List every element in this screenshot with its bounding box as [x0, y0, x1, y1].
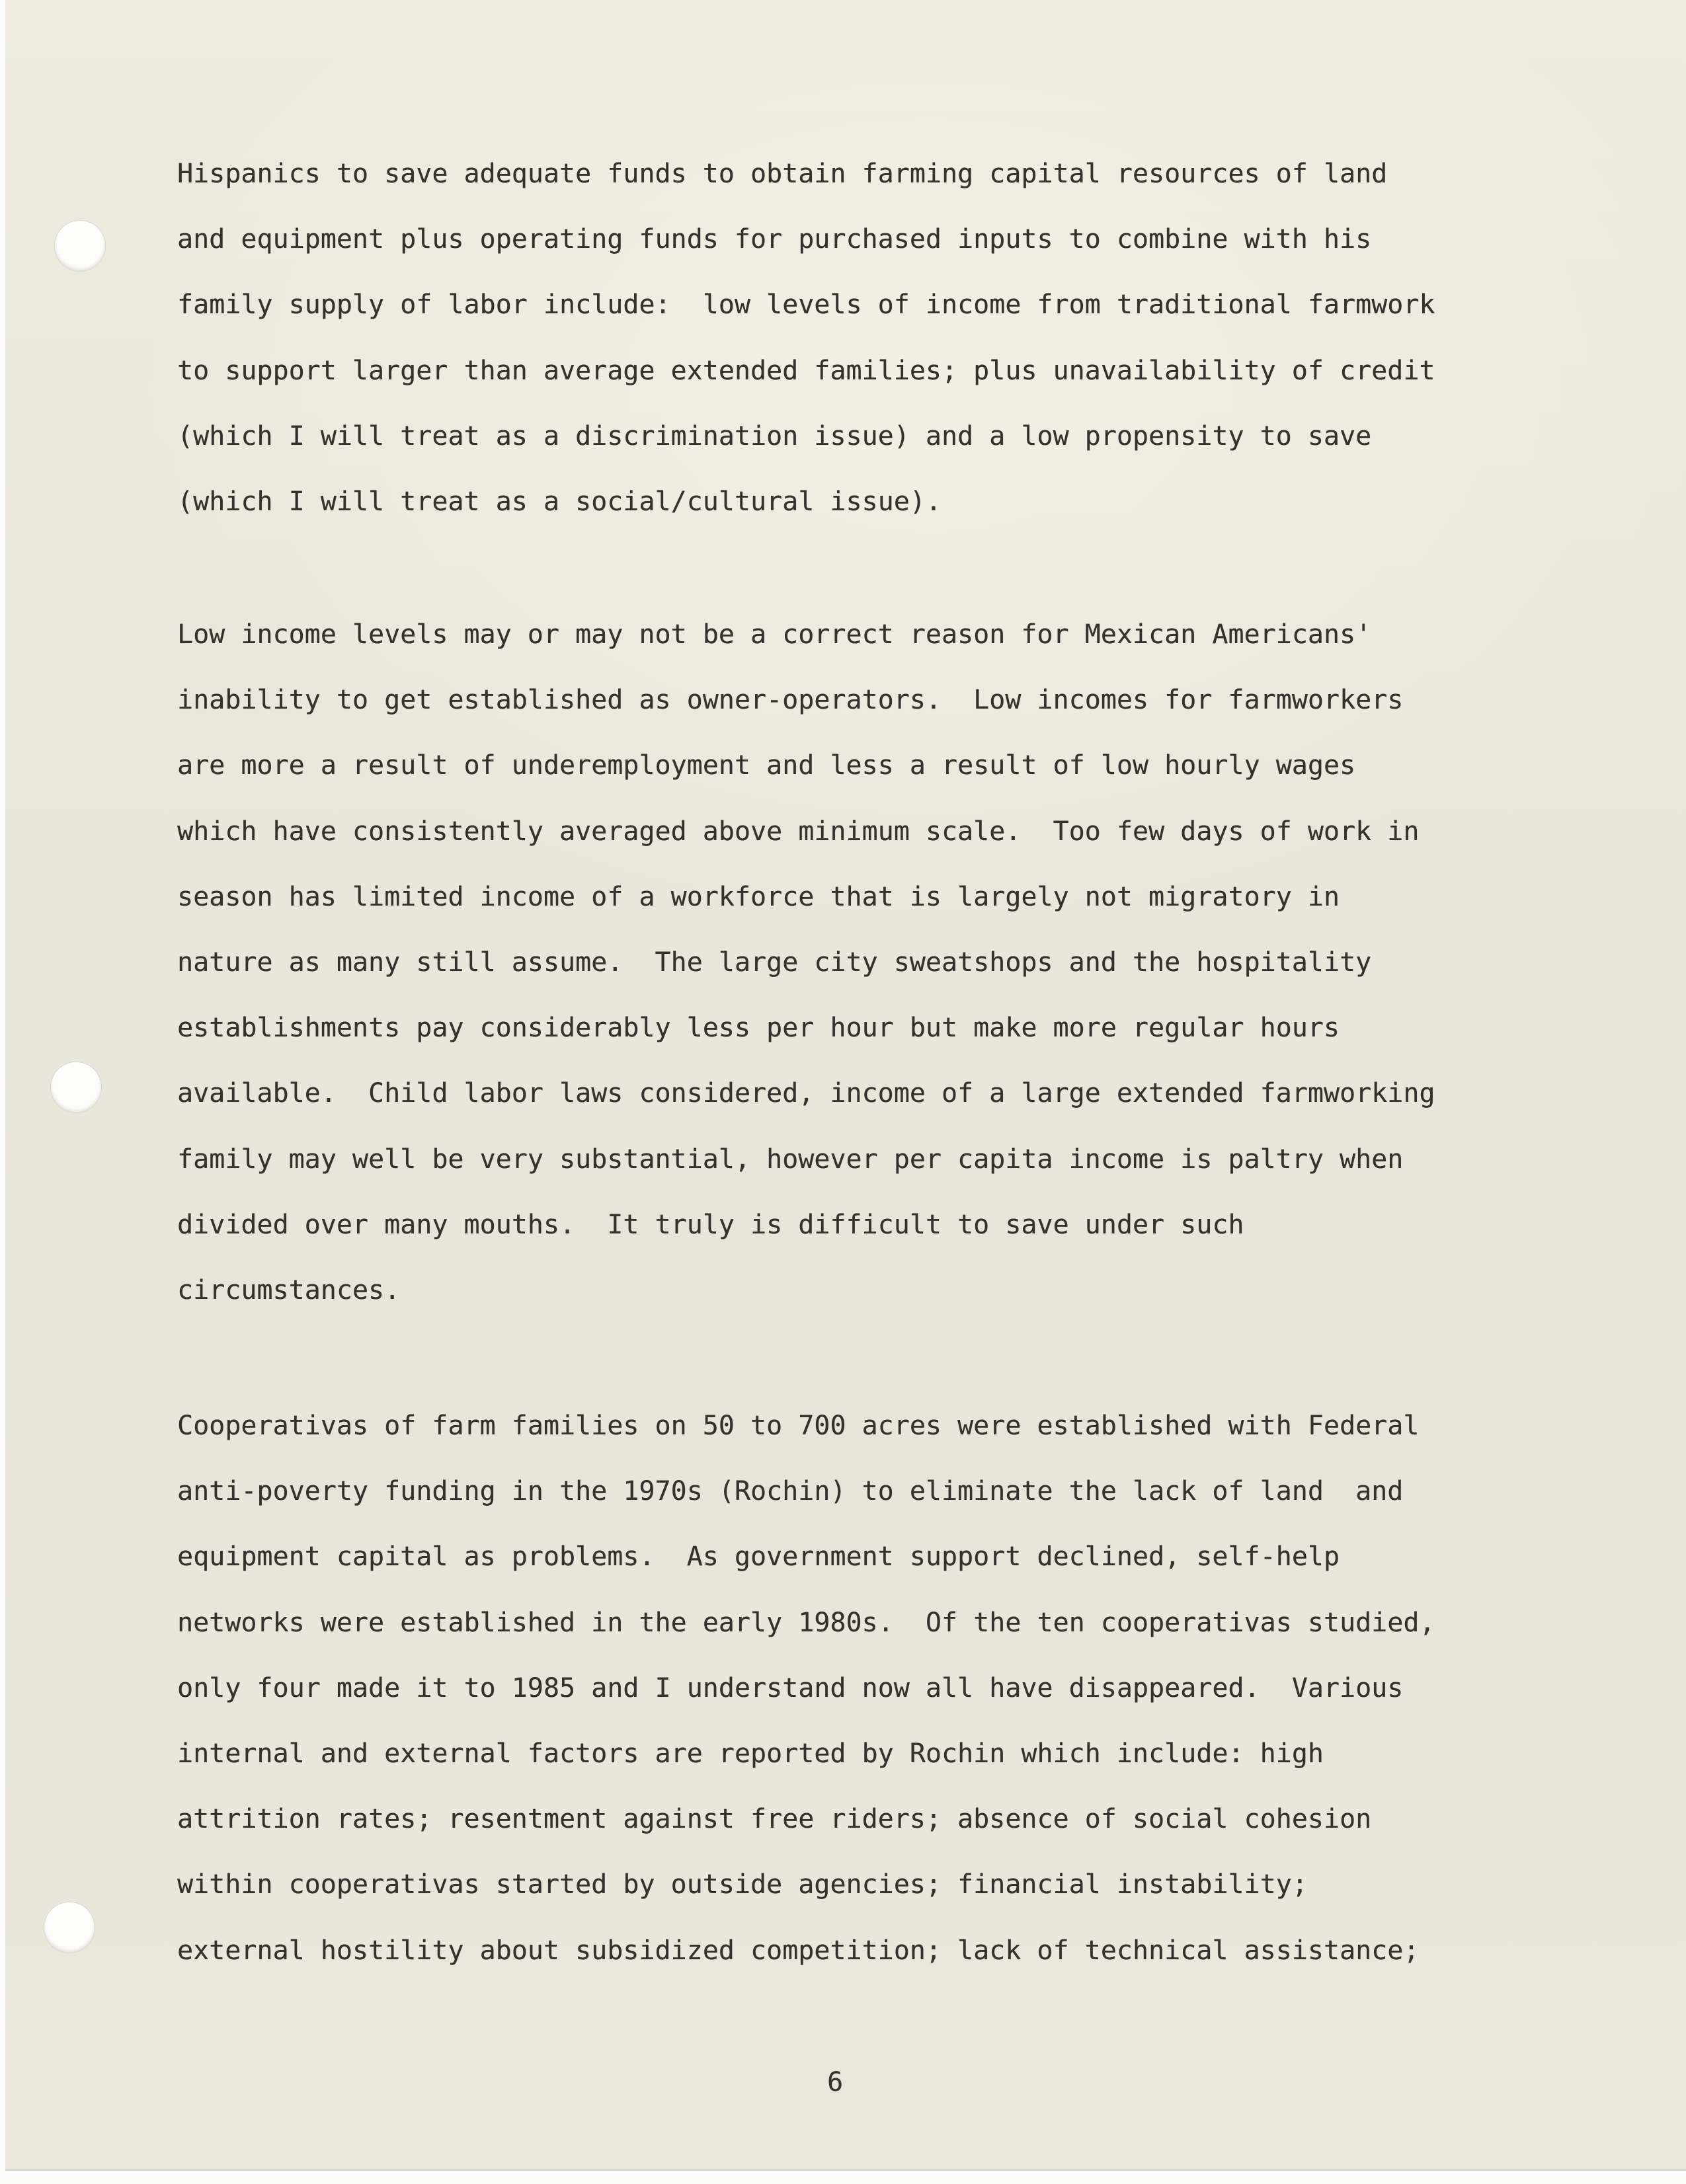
paragraph — [177, 602, 1435, 1323]
text-line: inability to get established as owner-operators. Low incomes for farmworkers — [177, 685, 1404, 716]
text-line: Hispanics to save adequate funds to obtain farming capital resources of land — [177, 159, 1388, 189]
text-line: equipment capital as problems. As government support declined, self-help — [177, 1541, 1340, 1573]
document-page — [5, 0, 1686, 2169]
hole-punch — [44, 1902, 95, 1953]
text-line: internal and external factors are reported by Rochin which include: high — [177, 1738, 1324, 1770]
text-line: divided over many mouths. It truly is difficult to save under such — [177, 1209, 1244, 1240]
text-line: and equipment plus operating funds for purchased inputs to combine with his — [177, 224, 1372, 255]
text-line: Cooperativas of farm families on 50 to 700 acres were established with Federal — [177, 1411, 1420, 1441]
hole-punch — [55, 221, 105, 271]
text-line: available. Child labor laws considered, income of a large extended farmworking — [177, 1078, 1435, 1109]
paragraph — [177, 141, 1435, 535]
text-line: nature as many still assume. The large city sweatshops and the hospitality — [177, 947, 1372, 978]
text-line: Low income levels may or may not be a correct reason for Mexican Americans' — [177, 619, 1372, 650]
text-line: establishments pay considerably less per hour but make more regular hours — [177, 1013, 1340, 1044]
text-line: attrition rates; resentment against free riders; absence of social cohesion — [177, 1804, 1372, 1835]
text-line: which have consistently averaged above minimum scale. Too few days of work in — [177, 816, 1420, 847]
text-line: external hostility about subsidized competition; lack of technical assistance; — [177, 1935, 1420, 1966]
text-line: to support larger than average extended families; plus unavailability of credit — [177, 355, 1435, 386]
hole-punch — [51, 1062, 101, 1112]
text-line: family may well be very substantial, however per capita income is paltry when — [177, 1144, 1404, 1175]
page-number: 6 — [827, 2067, 844, 2097]
text-line: family supply of labor include: low levels of income from traditional farmwork — [177, 290, 1435, 321]
text-line: circumstances. — [177, 1275, 401, 1306]
text-line: only four made it to 1985 and I understand now all have disappeared. Various — [177, 1672, 1404, 1703]
text-line: are more a result of underemployment and less a result of low hourly wages — [177, 750, 1356, 781]
text-line: anti-poverty funding in the 1970s (Rochin) to eliminate the lack of land and — [177, 1476, 1404, 1507]
text-line: (which I will treat as a social/cultural issue). — [177, 487, 942, 518]
paragraph — [177, 1393, 1435, 1984]
text-line: (which I will treat as a discrimination issue) and a low propensity to save — [177, 420, 1372, 451]
text-line: networks were established in the early 1980s. Of the ten cooperativas studied, — [177, 1607, 1435, 1638]
text-line: season has limited income of a workforce that is largely not migratory in — [177, 881, 1340, 912]
text-line: within cooperativas started by outside agencies; financial instability; — [177, 1869, 1308, 1900]
